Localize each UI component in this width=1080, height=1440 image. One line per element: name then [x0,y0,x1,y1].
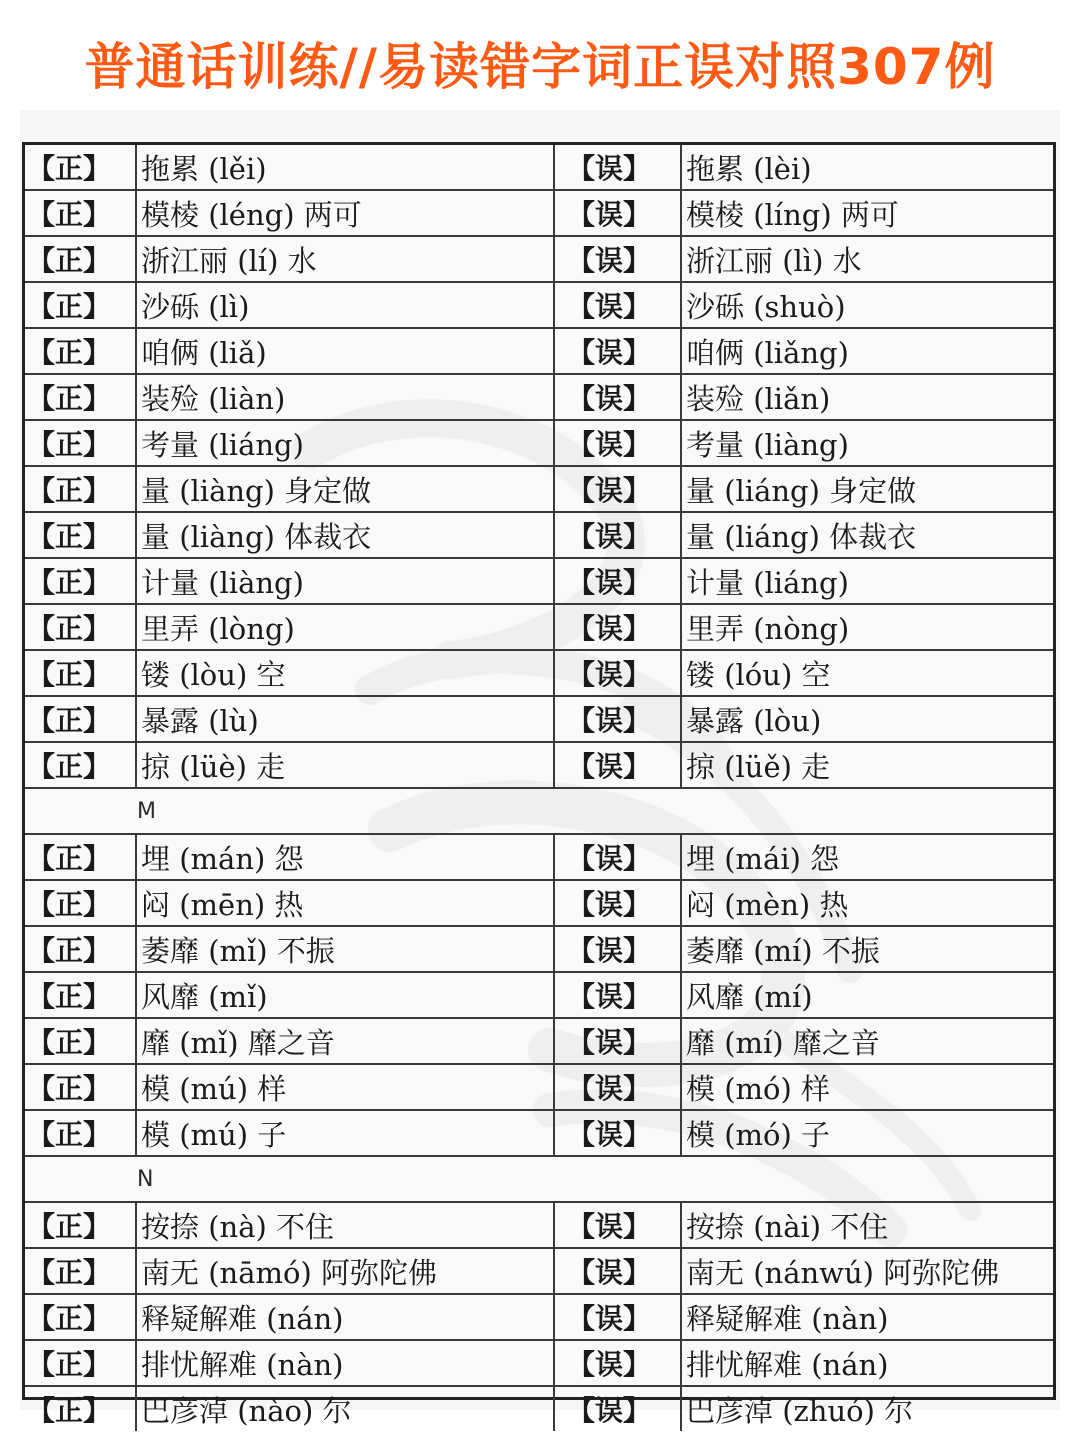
correct-reading: 靡 (mǐ) 靡之音 [136,1018,554,1064]
correct-reading: 里弄 (lòng) [136,604,554,650]
correct-reading: 模 (mú) 样 [136,1064,554,1110]
table-row [25,1248,1053,1294]
correct-label: 【正】 [25,650,136,696]
wrong-reading: 量 (liáng) 体裁衣 [681,512,1053,558]
table-row [25,972,1053,1018]
table-row [25,1340,1053,1386]
correct-label: 【正】 [25,696,136,742]
wrong-label: 【误】 [554,880,681,926]
correct-reading: 按捺 (nà) 不住 [136,1202,554,1248]
table-row [25,604,1053,650]
correct-reading: 埋 (mán) 怨 [136,834,554,880]
wrong-reading: 模 (mó) 子 [681,1110,1053,1156]
correct-reading: 闷 (mēn) 热 [136,880,554,926]
correct-label: 【正】 [25,236,136,282]
wrong-label: 【误】 [554,236,681,282]
correct-reading: 计量 (liàng) [136,558,554,604]
correct-label: 【正】 [25,374,136,420]
wrong-reading: 咱俩 (liǎng) [681,328,1053,374]
wrong-label: 【误】 [554,558,681,604]
correct-reading: 量 (liàng) 身定做 [136,466,554,512]
wrong-reading: 按捺 (nài) 不住 [681,1202,1053,1248]
section-letter: M [25,788,1053,834]
correct-reading: 萎靡 (mǐ) 不振 [136,926,554,972]
table-row [25,1110,1053,1156]
correct-reading: 掠 (lüè) 走 [136,742,554,788]
wrong-reading: 排忧解难 (nán) [681,1340,1053,1386]
correct-label: 【正】 [25,328,136,374]
correct-label: 【正】 [25,1340,136,1386]
wrong-reading: 南无 (nánwú) 阿弥陀佛 [681,1248,1053,1294]
table-row [25,328,1053,374]
wrong-label: 【误】 [554,1386,681,1431]
correct-reading: 浙江丽 (lí) 水 [136,236,554,282]
wrong-label: 【误】 [554,1018,681,1064]
table-row [25,374,1053,420]
table-row [25,880,1053,926]
wrong-label: 【误】 [554,512,681,558]
correct-label: 【正】 [25,1018,136,1064]
wrong-reading: 装殓 (liǎn) [681,374,1053,420]
table-row [25,282,1053,328]
correct-reading: 模棱 (léng) 两可 [136,190,554,236]
wrong-label: 【误】 [554,1110,681,1156]
wrong-reading: 靡 (mí) 靡之音 [681,1018,1053,1064]
wrong-reading: 暴露 (lòu) [681,696,1053,742]
table-row [25,512,1053,558]
correct-label: 【正】 [25,604,136,650]
table-row [25,1064,1053,1110]
correct-reading: 装殓 (liàn) [136,374,554,420]
wrong-label: 【误】 [554,1202,681,1248]
section-header-row [25,1156,1053,1202]
wrong-reading: 风靡 (mí) [681,972,1053,1018]
correct-label: 【正】 [25,1294,136,1340]
correct-label: 【正】 [25,190,136,236]
wrong-reading: 考量 (liàng) [681,420,1053,466]
wrong-reading: 萎靡 (mí) 不振 [681,926,1053,972]
wrong-label: 【误】 [554,328,681,374]
wrong-label: 【误】 [554,420,681,466]
wrong-label: 【误】 [554,1248,681,1294]
wrong-reading: 埋 (mái) 怨 [681,834,1053,880]
wrong-label: 【误】 [554,1064,681,1110]
wrong-reading: 沙砾 (shuò) [681,282,1053,328]
page-title: 普通话训练//易读错字词正误对照307例 [84,38,996,96]
correct-label: 【正】 [25,512,136,558]
table-row [25,1018,1053,1064]
table-row [25,1386,1053,1431]
correct-label: 【正】 [25,972,136,1018]
wrong-reading: 模 (mó) 样 [681,1064,1053,1110]
table-row [25,236,1053,282]
table-row [25,1294,1053,1340]
correct-reading: 风靡 (mǐ) [136,972,554,1018]
correct-reading: 镂 (lòu) 空 [136,650,554,696]
wrong-label: 【误】 [554,466,681,512]
wrong-label: 【误】 [554,834,681,880]
wrong-label: 【误】 [554,696,681,742]
table-row [25,145,1053,190]
wrong-reading: 计量 (liáng) [681,558,1053,604]
comparison-table-frame [22,142,1056,1428]
correct-reading: 拖累 (lěi) [136,145,554,190]
table-row [25,834,1053,880]
wrong-reading: 掠 (lüě) 走 [681,742,1053,788]
correct-reading: 释疑解难 (nán) [136,1294,554,1340]
table-row [25,190,1053,236]
correct-label: 【正】 [25,880,136,926]
comparison-table [25,145,1053,1431]
wrong-reading: 模棱 (líng) 两可 [681,190,1053,236]
correct-reading: 暴露 (lù) [136,696,554,742]
wrong-reading: 释疑解难 (nàn) [681,1294,1053,1340]
correct-label: 【正】 [25,420,136,466]
correct-label: 【正】 [25,282,136,328]
correct-label: 【正】 [27,1394,112,1427]
section-letter: N [25,1156,1053,1202]
correct-label: 【正】 [25,742,136,788]
correct-reading: 沙砾 (lì) [136,282,554,328]
wrong-reading: 量 (liáng) 身定做 [681,466,1053,512]
correct-label: 【正】 [25,145,136,190]
correct-reading: 排忧解难 (nàn) [136,1340,554,1386]
wrong-label: 【误】 [554,282,681,328]
wrong-reading: 闷 (mèn) 热 [681,880,1053,926]
table-row [25,650,1053,696]
correct-reading: 巴彦淖 (nào) 尔 [136,1386,554,1431]
correct-reading: 考量 (liáng) [136,420,554,466]
wrong-label: 【误】 [554,604,681,650]
wrong-label: 【误】 [554,972,681,1018]
wrong-reading: 镂 (lóu) 空 [681,650,1053,696]
correct-reading: 模 (mú) 子 [136,1110,554,1156]
wrong-reading: 浙江丽 (lì) 水 [681,236,1053,282]
wrong-reading: 里弄 (nòng) [681,604,1053,650]
wrong-label: 【误】 [554,742,681,788]
table-row [25,466,1053,512]
table-row [25,420,1053,466]
table-row [25,926,1053,972]
table-row [25,696,1053,742]
wrong-label: 【误】 [554,145,681,190]
wrong-label: 【误】 [554,1340,681,1386]
correct-label: 【正】 [25,1202,136,1248]
wrong-reading: 拖累 (lèi) [681,145,1053,190]
correct-reading: 咱俩 (liǎ) [136,328,554,374]
table-row [25,742,1053,788]
correct-label: 【正】 [25,466,136,512]
correct-reading: 南无 (nāmó) 阿弥陀佛 [136,1248,554,1294]
wrong-label: 【误】 [554,374,681,420]
table-row [25,558,1053,604]
table-row [25,1202,1053,1248]
wrong-label: 【误】 [554,190,681,236]
correct-label: 【正】 [25,558,136,604]
wrong-label: 【误】 [554,926,681,972]
correct-label: 【正】 [25,1110,136,1156]
correct-label: 【正】 [25,1248,136,1294]
correct-reading: 量 (liàng) 体裁衣 [136,512,554,558]
correct-label: 【正】 [25,926,136,972]
wrong-label: 【误】 [554,650,681,696]
wrong-reading: 巴彦淖 (zhuó) 尔 [681,1386,1053,1431]
section-header-row [25,788,1053,834]
correct-label: 【正】 [25,834,136,880]
correct-label: 【正】 [25,1064,136,1110]
wrong-label: 【误】 [554,1294,681,1340]
